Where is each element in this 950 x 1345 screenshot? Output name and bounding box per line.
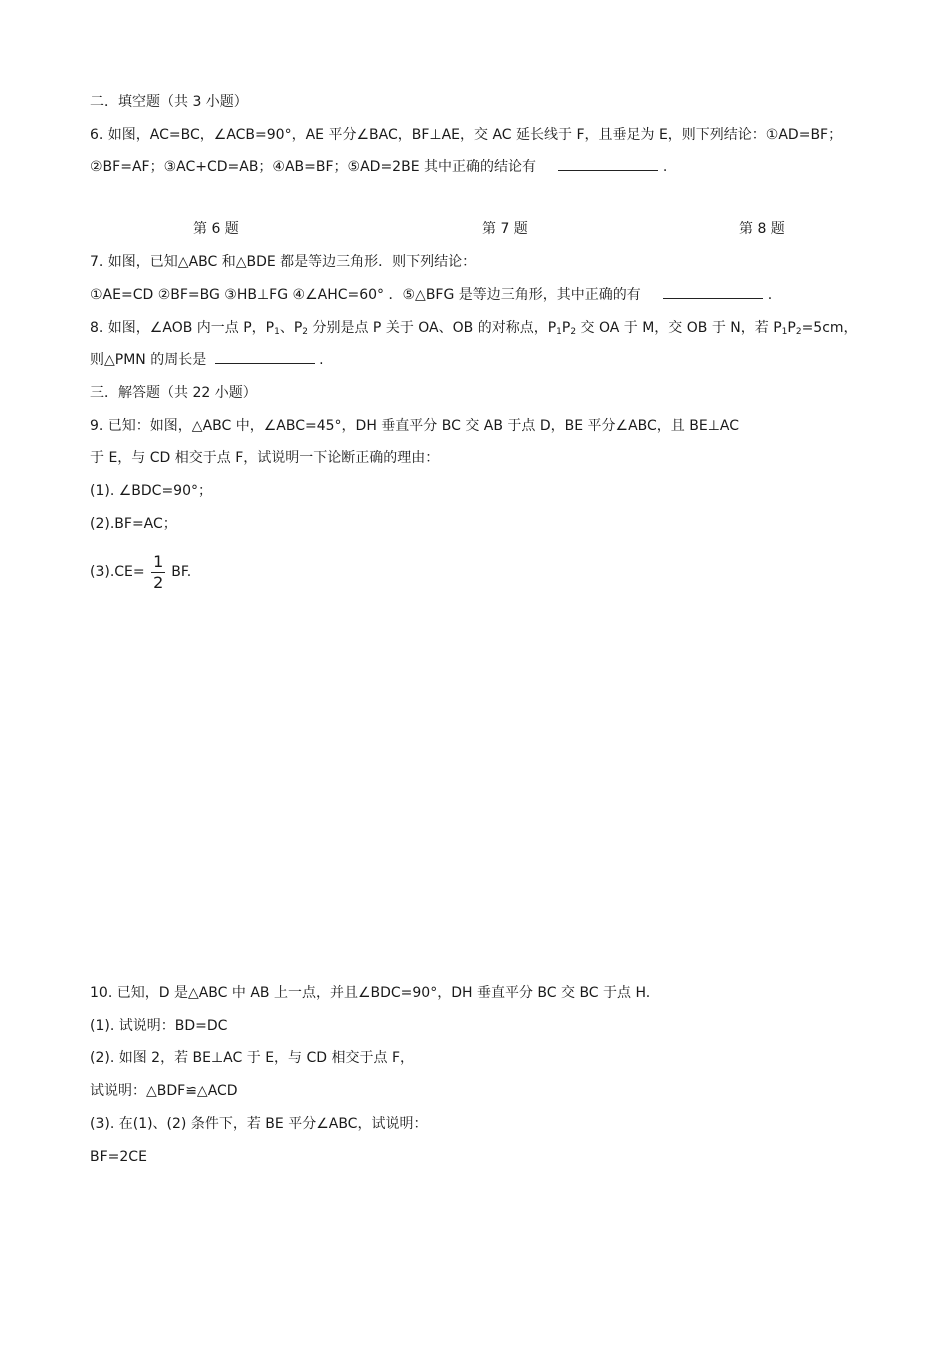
q10-item1: (1). 试说明：BD=DC (90, 1018, 228, 1034)
figure-caption-7: 第 7 题 (482, 221, 528, 237)
q8-text-f: P (787, 320, 796, 336)
fraction (151, 552, 165, 593)
q8-text-g: =5cm， (801, 320, 858, 336)
figure-caption-8: 第 8 题 (739, 221, 785, 237)
q6-period: . (662, 159, 668, 175)
q9-item3 (90, 550, 191, 594)
q8-sub-5: 1 (781, 327, 788, 337)
fraction-numerator: 1 (153, 551, 164, 571)
q10-item3: (3). 在(1)、(2) 条件下，若 BE 平分∠ABC，试说明： (90, 1116, 428, 1132)
q8-line1 (90, 319, 858, 341)
q7-period: . (767, 287, 773, 303)
q8-text-a: 8. 如图，∠AOB 内一点 P，P (90, 320, 275, 336)
q9-item2: (2).BF=AC； (90, 516, 177, 532)
q8-answer-blank[interactable] (215, 351, 315, 364)
q7-answer-blank[interactable] (663, 286, 763, 299)
q8-text-c: 分别是点 P 关于 OA、OB 的对称点，P (308, 320, 557, 336)
q8-text-d: P (561, 320, 571, 336)
q8-line2-text: 则△PMN 的周长是 (90, 352, 207, 368)
q9-line2: 于 E，与 CD 相交于点 F，试说明一下论断正确的理由： (90, 450, 440, 466)
q6-answer-blank[interactable] (558, 158, 658, 171)
q8-sub-4: 2 (570, 327, 577, 337)
q7-line1: 7. 如图，已知△ABC 和△BDE 都是等边三角形．则下列结论： (90, 254, 477, 270)
q8-line2 (90, 351, 324, 369)
q10-item3b: BF=2CE (90, 1149, 147, 1165)
q8-sub-3: 1 (556, 327, 562, 337)
q10-line1: 10. 已知，D 是△ABC 中 AB 上一点，并且∠BDC=90°，DH 垂直平分 BC 交 BC 于点 H. (90, 985, 651, 1001)
q7-line2 (90, 286, 772, 304)
q6-line1: 6. 如图，AC=BC，∠ACB=90°，AE 平分∠BAC，BF⊥AE，交 AC 延长线于 F，且垂足为 E，则下列结论：①AD=BF； (90, 127, 843, 143)
q8-period: . (319, 352, 324, 368)
q6-line2-text: ②BF=AF；③AC+CD=AB；④AB=BF；⑤AD=2BE 其中正确的结论有 (90, 159, 536, 175)
q8-text-e: 交 OA 于 M，交 OB 于 N，若 P (576, 320, 782, 336)
q9-item1: (1). ∠BDC=90°； (90, 483, 212, 499)
q10-item2b: 试说明：△BDF≌△ACD (90, 1083, 238, 1099)
section3-title: 三．解答题（共 22 小题） (90, 385, 257, 401)
q9-item3-pre: (3).CE= (90, 564, 145, 580)
q9-line1: 9. 已知：如图，△ABC 中，∠ABC=45°，DH 垂直平分 BC 交 AB 于点 D，BE 平分∠ABC，且 BE⊥AC (90, 418, 740, 434)
q8-sub-1: 1 (274, 327, 280, 337)
q8-text-b: 、P (279, 320, 303, 336)
figure-caption-6: 第 6 题 (193, 221, 239, 237)
fraction-denominator: 2 (153, 572, 164, 592)
q9-item3-post: BF. (171, 564, 192, 580)
q8-sub-6: 2 (795, 327, 802, 337)
section2-title: 二．填空题（共 3 小题） (90, 94, 248, 110)
q6-line2 (90, 158, 667, 176)
q8-sub-2: 2 (302, 327, 309, 337)
q7-line2-text: ①AE=CD ②BF=BG ③HB⊥FG ④∠AHC=60° ．⑤△BFG 是等边三角形，其中正确的有 (90, 287, 641, 303)
q10-item2: (2). 如图 2，若 BE⊥AC 于 E，与 CD 相交于点 F， (90, 1050, 414, 1066)
